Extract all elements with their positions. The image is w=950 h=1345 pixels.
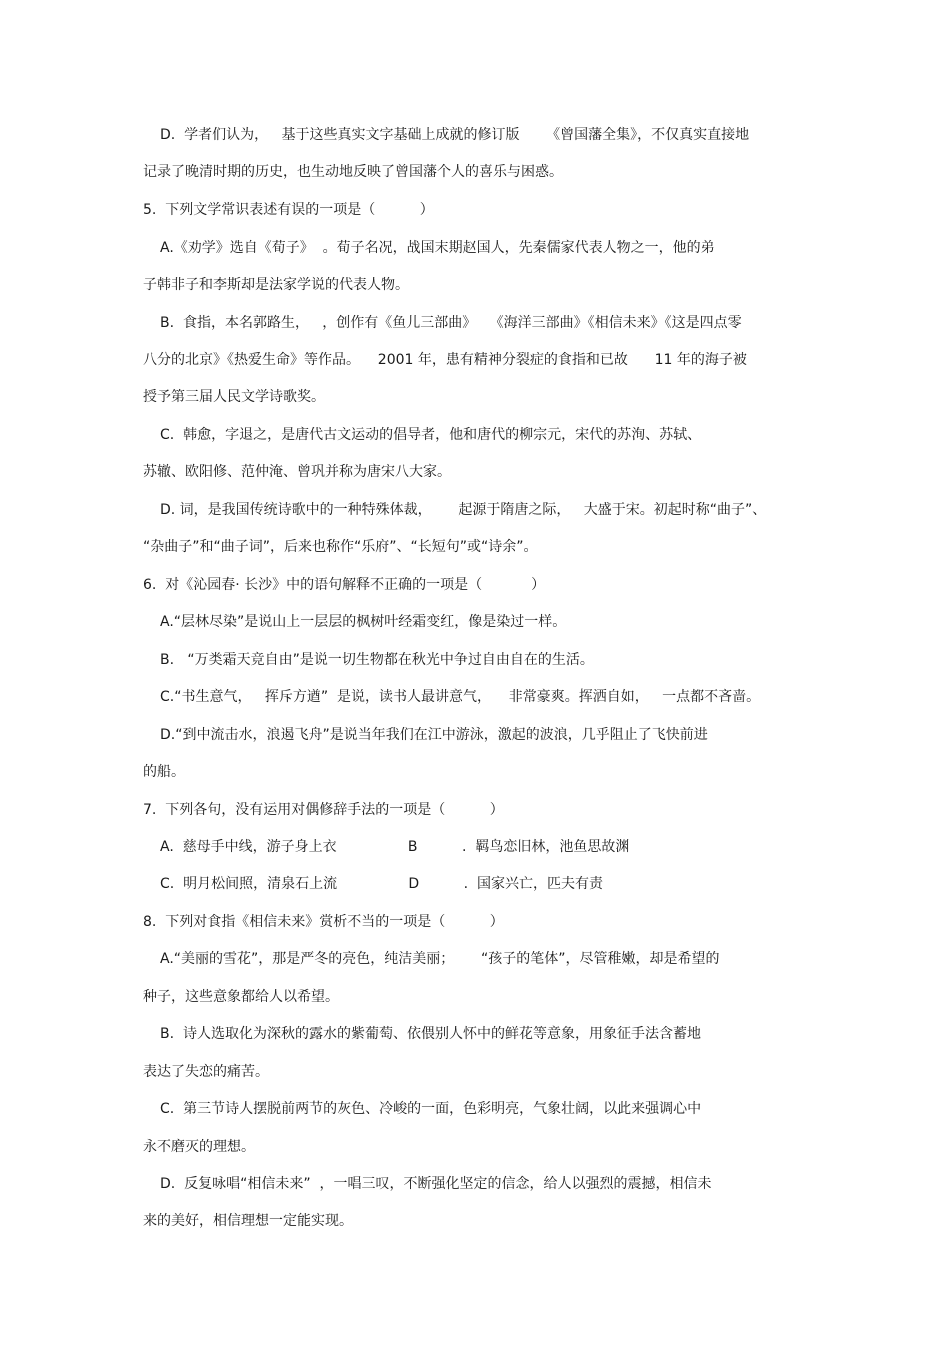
option-a: A.《劝学》选自《荀子》 。荀子名况，战国末期赵国人，先秦儒家代表人物之一，他的弟 xyxy=(160,240,715,256)
text-line: 苏辙、欧阳修、范仲淹、曾巩并称为唐宋八大家。 xyxy=(143,464,451,480)
options-a-b: A. 慈母手中线，游子身上衣 B . 羁鸟恋旧林，池鱼思故渊 xyxy=(160,839,630,855)
text-line: 子韩非子和李斯却是法家学说的代表人物。 xyxy=(143,277,409,293)
question-8-stem: 8. 下列对食指《相信未来》赏析不当的一项是（ ） xyxy=(143,914,504,930)
option-c: C. 韩愈，字退之，是唐代古文运动的倡导者，他和唐代的柳宗元，宋代的苏洵、苏轼、 xyxy=(160,427,702,443)
text-line: 八分的北京》《热爱生命》等作品。 2001 年，患有精神分裂症的食指和已故 11 年的海子被 xyxy=(143,352,747,368)
option-d: D. 词，是我国传统诗歌中的一种特殊体裁， 起源于隋唐之际， 大盛于宋。初起时称“曲子”、 xyxy=(160,502,767,518)
text-line: “杂曲子”和“曲子词”，后来也称作“乐府”、“长短句”或“诗余”。 xyxy=(143,539,538,555)
option-b: B. “万类霜天竞自由”是说一切生物都在秋光中争过自由自在的生活。 xyxy=(160,652,594,668)
text-line: 种子，这些意象都给人以希望。 xyxy=(143,989,339,1005)
option-c: C. 第三节诗人摆脱前两节的灰色、冷峻的一面，色彩明亮，气象壮阔，以此来强调心中 xyxy=(160,1101,702,1117)
options-c-d: C. 明月松间照，清泉石上流 D . 国家兴亡，匹夫有责 xyxy=(160,876,603,892)
text-line: D. 学者们认为， 基于这些真实文字基础上成就的修订版 《曾国藩全集》，不仅真实直接地 xyxy=(160,127,750,143)
text-line: 永不磨灭的理想。 xyxy=(143,1139,255,1155)
option-d: D.“到中流击水，浪遏飞舟”是说当年我们在江中游泳，激起的波浪，几乎阻止了飞快前进 xyxy=(160,727,708,743)
option-c: C.“书生意气， 挥斥方遒” 是说，读书人最讲意气， 非常豪爽。挥洒自如， 一点都不吝啬。 xyxy=(160,689,761,705)
option-b: B. 食指，本名郭路生， ，创作有《鱼儿三部曲》 《海洋三部曲》《相信未来》《这是四点零 xyxy=(160,315,742,331)
text-line: 来的美好，相信理想一定能实现。 xyxy=(143,1213,353,1229)
question-6-stem: 6. 对《沁园春· 长沙》中的语句解释不正确的一项是（ ） xyxy=(143,577,546,593)
text-line: 表达了失恋的痛苦。 xyxy=(143,1064,269,1080)
text-line: 授予第三届人民文学诗歌奖。 xyxy=(143,389,325,405)
option-a: A.“层林尽染”是说山上一层层的枫树叶经霜变红，像是染过一样。 xyxy=(160,614,567,630)
question-5-stem: 5. 下列文学常识表述有误的一项是（ ） xyxy=(143,202,434,218)
text-line: 的船。 xyxy=(143,764,185,780)
question-7-stem: 7. 下列各句，没有运用对偶修辞手法的一项是（ ） xyxy=(143,802,504,818)
option-a: A.“美丽的雪花”，那是严冬的亮色，纯洁美丽； “孩子的笔体”，尽管稚嫩，却是希望的 xyxy=(160,951,720,967)
text-line: 记录了晚清时期的历史，也生动地反映了曾国藩个人的喜乐与困惑。 xyxy=(143,164,563,180)
option-d: D. 反复咏唱“相信未来” ，一唱三叹，不断强化坚定的信念，给人以强烈的震撼，相信未 xyxy=(160,1176,712,1192)
option-b: B. 诗人选取化为深秋的露水的紫葡萄、依偎别人怀中的鲜花等意象，用象征手法含蓄地 xyxy=(160,1026,701,1042)
